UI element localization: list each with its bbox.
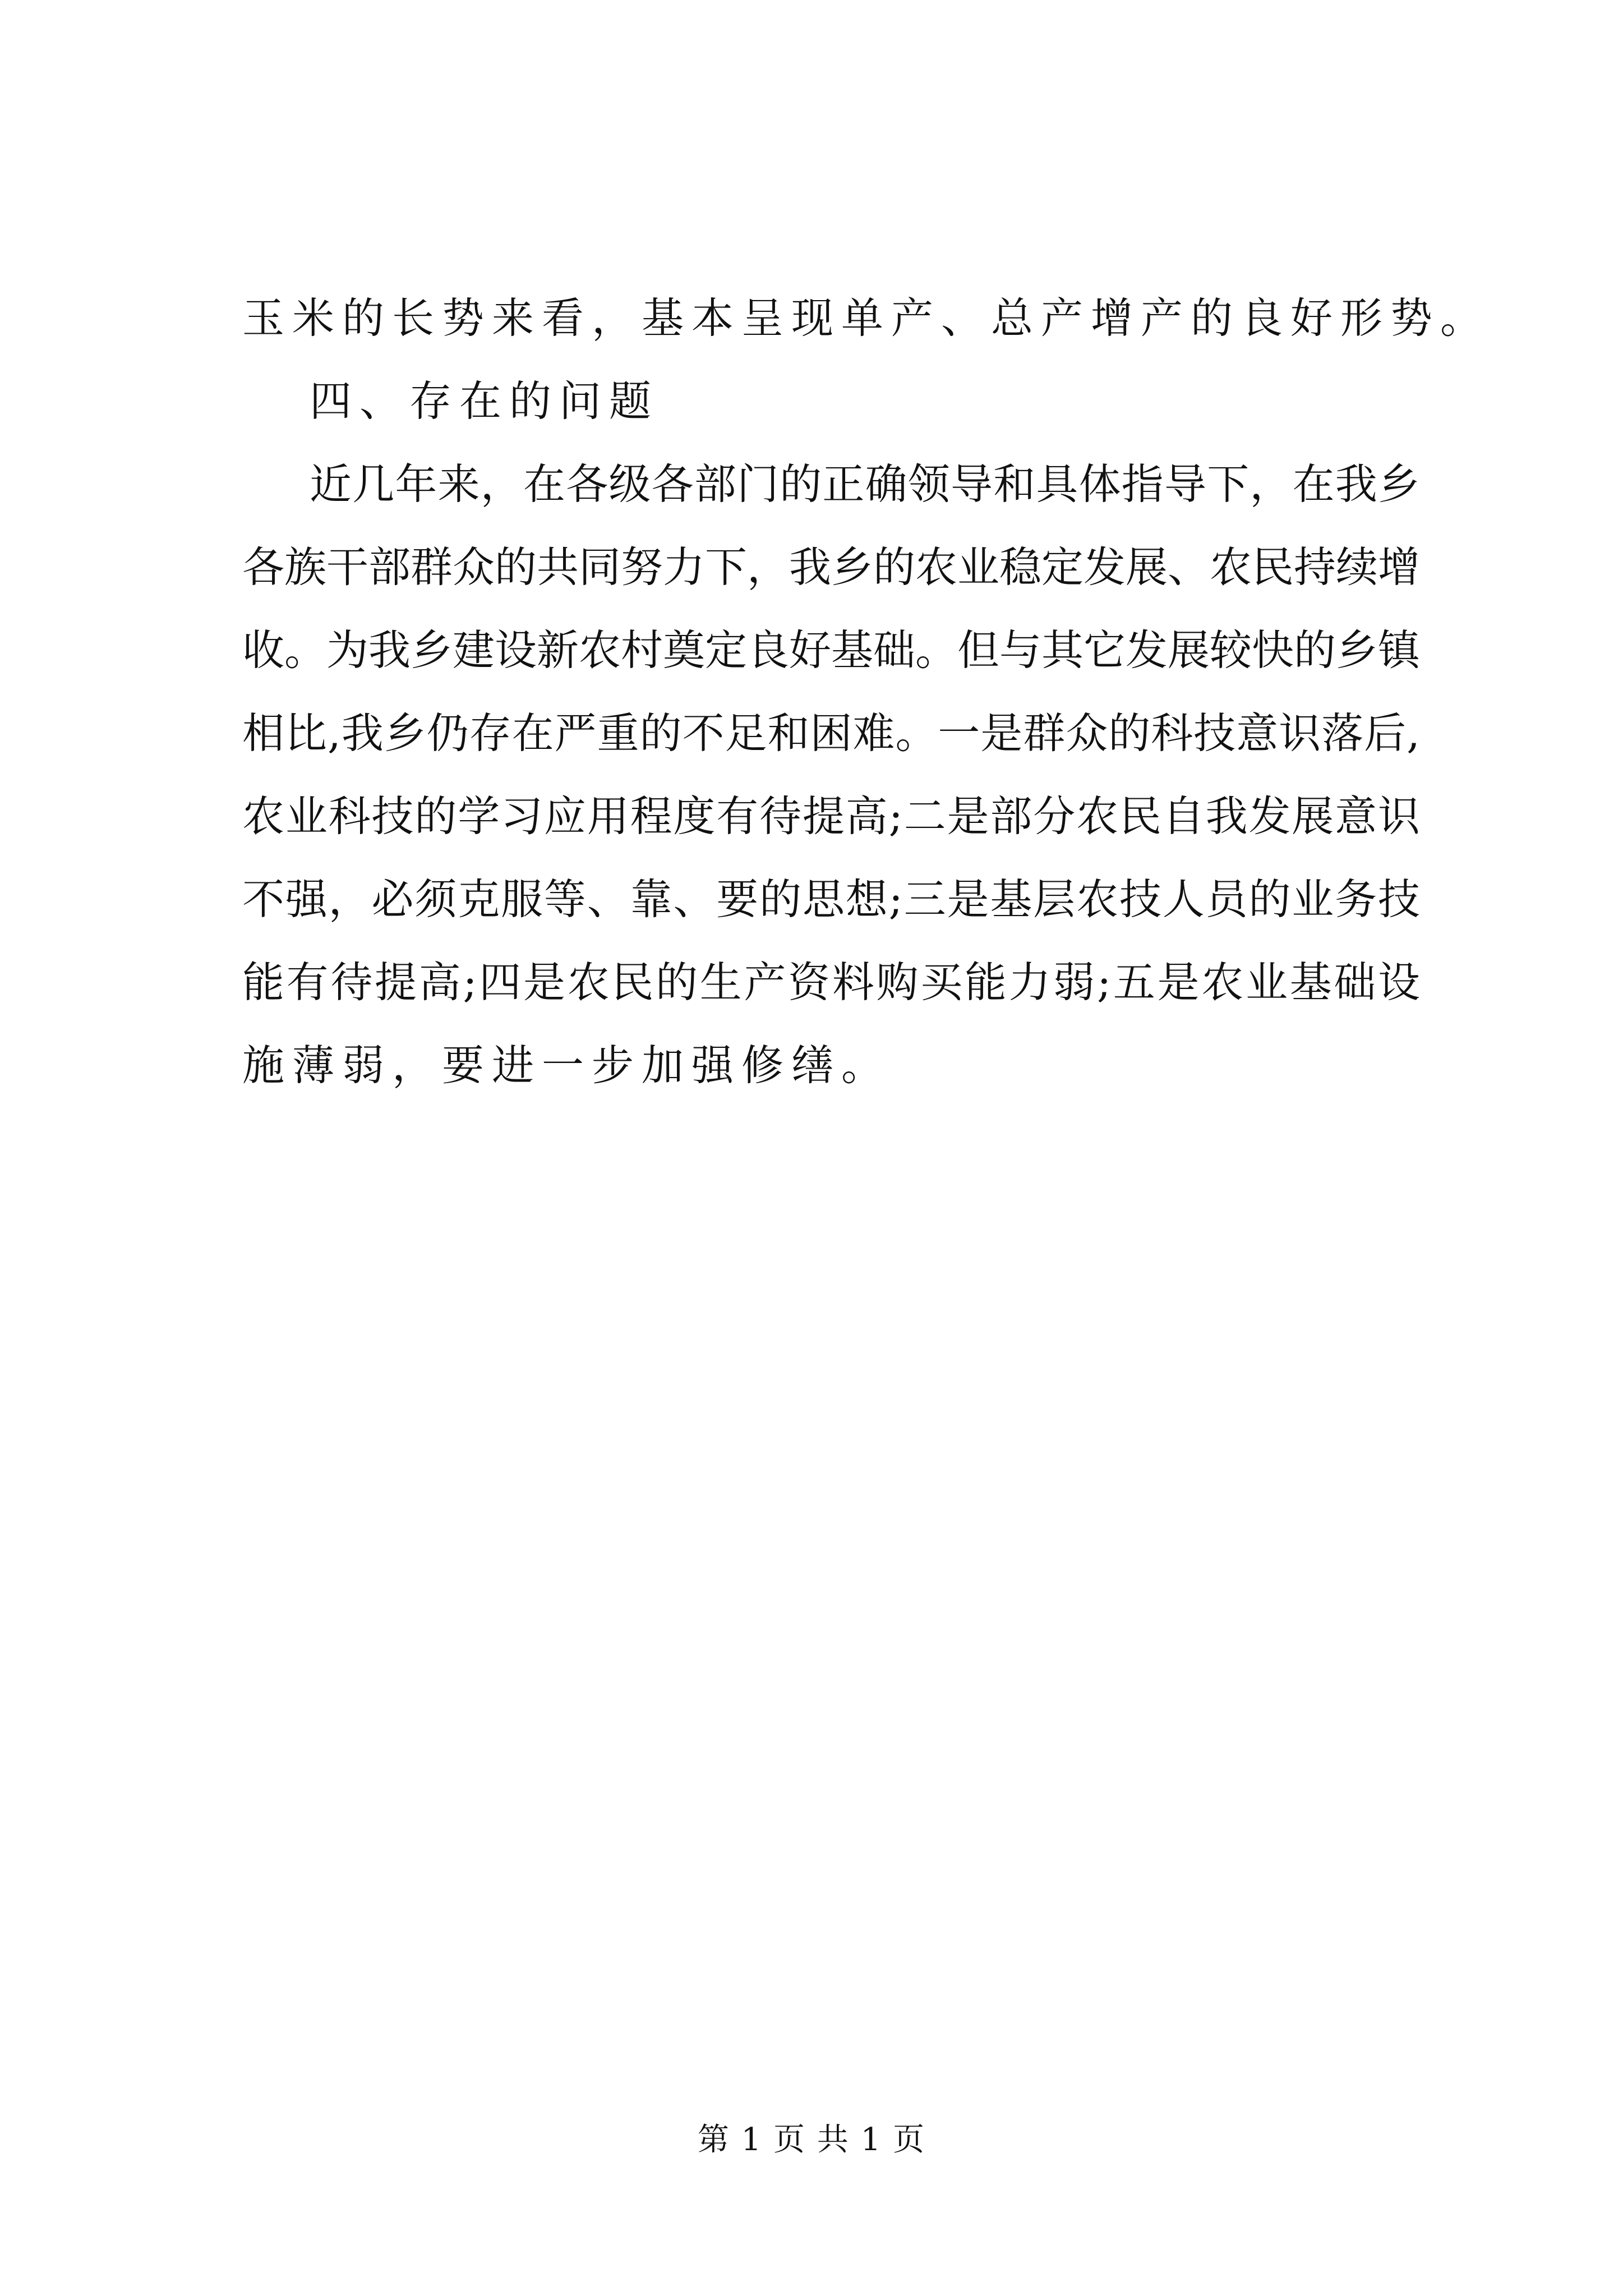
body-line: 相比,我乡仍存在严重的不足和困难。一是群众的科技意识落后, (242, 708, 1420, 758)
body-line: 各族干部群众的共同努力下，我乡的农业稳定发展、农民持续增 (242, 542, 1421, 592)
body-line: 玉米的长势来看，基本呈现单产、总产增产的良好形势。 (242, 293, 1491, 343)
section-heading: 四、存在的问题 (310, 376, 660, 426)
body-line: 近几年来，在各级各部门的正确领导和具体指导下，在我乡 (310, 459, 1420, 509)
body-line: 收。为我乡建设新农村奠定良好基础。但与其它发展较快的乡镇 (242, 625, 1421, 675)
body-line: 农业科技的学习应用程度有待提高;二是部分农民自我发展意识 (242, 792, 1420, 841)
body-line: 施薄弱，要进一步加强修缮。 (242, 1041, 892, 1090)
body-line: 不强，必须克服等、靠、要的思想;三是基层农技人员的业务技 (242, 875, 1420, 924)
document-body (242, 277, 1491, 1107)
page-footer: 第 1 页 共 1 页 (697, 2122, 926, 2158)
body-line: 能有待提高;四是农民的生产资料购买能力弱;五是农业基础设 (242, 958, 1420, 1007)
